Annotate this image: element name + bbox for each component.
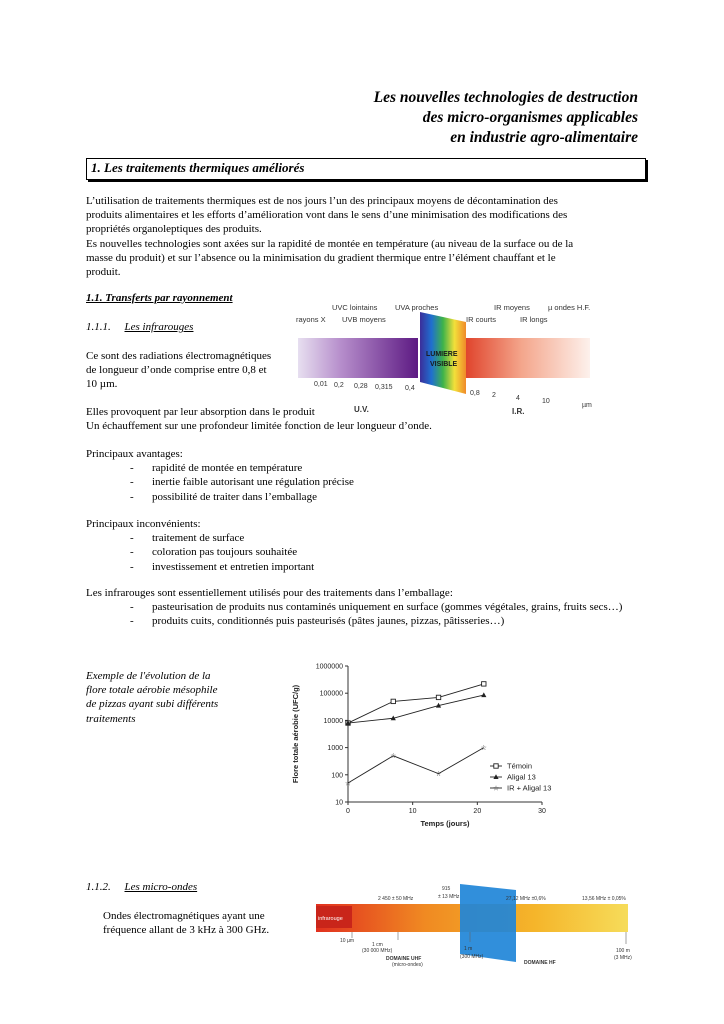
list-item: - traitement de surface (130, 531, 646, 545)
tick-label: 0,8 (470, 390, 480, 397)
freq-label: 27,12 MHz ±0,6% (506, 896, 546, 902)
y-tick-label: 10000 (323, 717, 343, 725)
data-point: ☆ (390, 753, 397, 761)
data-point (436, 695, 440, 699)
subsection-1-1-heading: 1.1. Transferts par rayonnement (86, 292, 233, 304)
caption-line: de pizzas ayant subi différents (86, 698, 219, 711)
spectrum-label-ir-moyens: IR moyens (494, 303, 530, 312)
tick-label: 0,2 (334, 382, 344, 389)
uses-title: Les infrarouges sont essentiellement utilisés pour des traitements dans l’emballage: (86, 587, 453, 599)
definition-line: Ce sont des radiations électromagnétiques (86, 350, 272, 362)
data-point (494, 764, 498, 768)
freq-label: ± 13 MHz (438, 894, 460, 900)
legend-label: IR + Aligal 13 (507, 783, 552, 793)
list-item: - possibilité de traiter dans l’emballage (130, 490, 646, 504)
uhf-domain-sublabel: (micro-ondes) (392, 962, 423, 968)
data-point (482, 682, 486, 686)
x-tick-label: 30 (538, 808, 546, 815)
list-item: - rapidité de montée en température (130, 461, 646, 475)
uv-band (298, 338, 418, 378)
x-tick-label: 0 (346, 808, 350, 815)
subsection-number: 1.1.2. (86, 881, 111, 893)
legend-label: Témoin (507, 761, 533, 771)
data-point: ☆ (492, 785, 500, 793)
y-tick-label: 1000 (327, 745, 343, 753)
title-line-1: Les nouvelles technologies de destruction (373, 89, 638, 106)
legend-label: Aligal 13 (507, 772, 536, 782)
spectrum-label-ir-courts: IR courts (466, 315, 497, 324)
absorption-line: Elles provoquent par leur absorption dans le produit (86, 406, 315, 418)
y-tick-label: 100 (331, 772, 343, 780)
legend-entry (490, 762, 532, 771)
caption-line: Exemple de l'évolution de la (86, 670, 211, 682)
absorption-line: Un échauffement sur une profondeur limitée fonction de leur longueur d’onde. (86, 420, 432, 433)
definition-line: Ondes électromagnétiques ayant une (103, 910, 265, 922)
infrared-label: infrarouge (318, 916, 343, 922)
tick-label: 0,4 (405, 385, 415, 392)
wavelength-label: 10 µm (340, 938, 354, 944)
definition-line: de longueur d’onde comprise entre 0,8 et (86, 364, 267, 377)
data-point (481, 692, 486, 697)
list-item: - coloration pas toujours souhaitée (130, 545, 646, 559)
intro-line: L’utilisation de traitements thermiques est de nos jours l’un des principaux moyens de décontamination des (86, 195, 558, 207)
disadvantages-title: Principaux inconvénients: (86, 518, 201, 530)
visible-label-2: VISIBLE (430, 361, 458, 368)
subsection-1-1-1-heading (86, 321, 193, 333)
tick-label: 4 (516, 395, 520, 402)
tick-label: 10 (542, 398, 550, 405)
freq-label: 915 (442, 886, 451, 892)
bacteria-chart (286, 658, 564, 838)
uses-block (86, 586, 646, 629)
spectrum-label-uvc: UVC lointains (332, 303, 378, 312)
intro-paragraph (86, 194, 646, 279)
tick-unit: µm (582, 402, 592, 409)
subsection-label: Les micro-ondes (124, 881, 198, 893)
chart-series (345, 682, 487, 788)
uses-list (130, 600, 635, 628)
visible-label-1: LUMIERE (426, 351, 458, 358)
x-tick-label: 10 (408, 808, 417, 815)
definition-line: fréquence allant de 3 kHz à 300 GHz. (103, 924, 270, 937)
list-item: - pasteurisation de produits nus contaminés uniquement en surface (gommes végétales, grains, fruits secs…) (130, 600, 635, 614)
uhf-domain-label: DOMAINE UHF (386, 956, 422, 962)
wavelength-label: 1 cm (372, 942, 383, 948)
frequency-band-figure (314, 884, 648, 976)
advantages-list (130, 461, 646, 504)
series-2 (345, 744, 487, 787)
y-tick-label: 10 (335, 799, 343, 807)
em-spectrum-figure (280, 298, 610, 418)
tick-label: 2 (492, 392, 496, 399)
absorption-paragraph (86, 405, 646, 433)
data-point: ☆ (435, 771, 442, 779)
wavelength-label: (300 MHz) (460, 954, 484, 960)
wavelength-label: (30 000 MHz) (362, 948, 393, 954)
section-heading-box (86, 158, 646, 180)
chart-caption (86, 669, 266, 726)
ir-band (466, 338, 590, 378)
series-0 (346, 682, 486, 726)
disadvantages-list (130, 531, 646, 574)
series-line (348, 684, 484, 723)
ir-label: I.R. (512, 407, 525, 416)
document-title (374, 88, 638, 148)
uv-label: U.V. (354, 405, 369, 414)
chart-x-axis-label: Temps (jours) (420, 819, 470, 828)
intro-line: produit. (86, 266, 121, 279)
data-point (391, 699, 395, 703)
legend-entry (490, 773, 536, 782)
spectrum-label-uvb: UVB moyens (342, 315, 386, 324)
subsection-1-1-2-heading (86, 881, 197, 893)
tick-label: 0,315 (375, 384, 393, 391)
intro-line: produits alimentaires et les efforts d’amélioration vont dans le sens d’une minimisation des modifications des (86, 209, 568, 222)
subsection-number: 1.1.1. (86, 321, 111, 333)
title-line-2: des micro-organismes applicables (422, 109, 638, 126)
hf-domain-label: DOMAINE HF (524, 960, 556, 966)
y-tick-label: 1000000 (315, 663, 343, 671)
definition-line: 10 µm. (86, 378, 118, 391)
data-point: ☆ (344, 780, 352, 788)
tick-label: 0,28 (354, 383, 368, 390)
y-tick-label: 100000 (319, 690, 343, 698)
tick-label: 0,01 (314, 381, 328, 388)
intro-line: Es nouvelles technologies sont axées sur la rapidité de montée en température (au niveau de la surface ou de la (86, 237, 574, 250)
series-line (348, 748, 484, 783)
caption-line: traitements (86, 712, 136, 725)
wavelength-label: 100 m (616, 948, 630, 954)
wavelength-label: 1 m (464, 946, 473, 952)
subsection-label: Les infrarouges (124, 321, 194, 333)
spectrum-label-xray: rayons X (296, 315, 326, 324)
data-point: ☆ (480, 745, 487, 752)
freq-label: 2 450 ± 50 MHz (378, 896, 414, 902)
freq-label: 13,56 MHz ± 0,05% (582, 896, 626, 902)
chart-y-axis-label: Flore totale aérobie (UFC/g) (291, 684, 300, 784)
chart-legend (490, 762, 551, 793)
wavelength-label: (3 MHz) (614, 955, 632, 961)
list-item: - inertie faible autorisant une régulation précise (130, 475, 646, 489)
spectrum-label-micro-ondes: µ ondes H.F. (548, 303, 591, 312)
spectrum-label-ir-longs: IR longs (520, 315, 548, 324)
section-heading: 1. Les traitements thermiques améliorés (91, 160, 305, 175)
disadvantages-block (86, 517, 646, 574)
microwave-definition (103, 909, 303, 937)
spectrum-label-uva: UVA proches (395, 303, 439, 312)
advantages-block (86, 447, 646, 504)
list-item: - produits cuits, conditionnés puis pasteurisés (pâtes jaunes, pizzas, pâtisseries…) (130, 614, 635, 628)
legend-entry (490, 784, 551, 793)
list-item: - investissement et entretien important (130, 560, 646, 574)
intro-line: masse du produit) et sur l’absence ou la minimisation du gradient thermique entre l’élément chauffant et le (86, 251, 556, 264)
title-line-3: en industrie agro-alimentaire (450, 129, 638, 146)
intro-line: propriétés organoleptiques des produits. (86, 223, 262, 236)
x-tick-label: 20 (473, 808, 482, 815)
caption-line: flore totale aérobie mésophile (86, 684, 218, 697)
advantages-title: Principaux avantages: (86, 448, 183, 460)
series-1 (345, 692, 486, 725)
infrared-definition (86, 349, 296, 392)
